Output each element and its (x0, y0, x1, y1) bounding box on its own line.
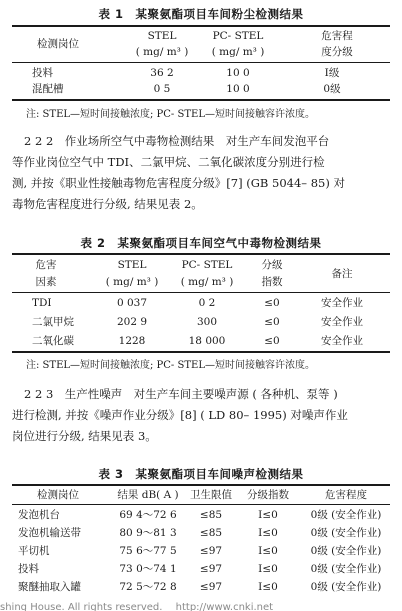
section-223-paragraph (12, 384, 392, 447)
table2-header-pcstel: PC- STEL (181, 259, 233, 271)
paragraph-line: 2 2 3 生产性噪声 对生产车间主要噪声源 ( 各种机、泵等 ) (24, 387, 338, 401)
table3-cell-index: Ⅰ≤0 (258, 509, 278, 521)
paragraph-line: 测, 并按《职业性接触毒物危害程度分级》[7] (GB 5044– 85) 对 (12, 176, 345, 190)
section-222-paragraph (12, 131, 392, 215)
table2-cell-remark: 安全作业 (321, 335, 363, 347)
table3-cell-limit: ≤97 (199, 563, 223, 575)
paragraph-line: 岗位进行分级, 结果见表 3。 (12, 429, 157, 443)
table3-cell-hazard: 0级 (安全作业) (310, 581, 382, 593)
table1-header-post: 检测岗位 (37, 38, 79, 50)
table2-header-index-2: 指数 (261, 276, 283, 288)
table3-header-post: 检测岗位 (37, 489, 79, 501)
table1-cell-grade: 0级 (323, 83, 341, 95)
table2-cell-stel: 1228 (118, 335, 146, 347)
table2-caption: 表 2 某聚氨酯项目车间空气中毒物检测结果 (80, 236, 322, 250)
table3-cell-post: 投料 (18, 563, 39, 575)
table1-cell-post: 混配槽 (32, 83, 64, 95)
table1-header-stel: STEL (147, 30, 177, 42)
table2-cell-remark: 安全作业 (321, 316, 363, 328)
table1-bottom-rule (12, 99, 390, 101)
table3-cell-post: 聚醚抽取入罐 (18, 581, 81, 593)
table3-cell-result: 72 5～72 8 (119, 581, 177, 593)
table2-cell-index: ≤0 (264, 335, 280, 347)
table2-header-factor-2: 因素 (35, 276, 57, 288)
table2-cell-factor: TDI (32, 297, 52, 309)
table1-header-pcstel-unit: ( mg/ m³ ) (211, 46, 265, 58)
table2-cell-remark: 安全作业 (321, 297, 363, 309)
table2-bottom-rule (12, 351, 390, 353)
table3-top-rule (12, 484, 390, 486)
table-row (12, 314, 390, 330)
table3-header-limit: 卫生限值 (190, 489, 232, 501)
table2-header-stel: STEL (117, 259, 147, 271)
table-row (12, 507, 390, 523)
table2-cell-factor: 二氧化碳 (32, 335, 74, 347)
table3-cell-result: 75 6～77 5 (119, 545, 177, 557)
paragraph-line: 2 2 2 作业场所空气中毒物检测结果 对生产车间发泡平台 (24, 134, 330, 148)
table1-top-rule (12, 25, 390, 27)
table3-cell-limit: ≤85 (199, 527, 223, 539)
table-row (12, 561, 390, 577)
table-row (12, 81, 390, 97)
table3-cell-index: Ⅰ≤0 (258, 545, 278, 557)
table-row (12, 579, 390, 595)
table3-cell-result: 80 9～81 3 (119, 527, 177, 539)
table1-cell-pcstel: 10 0 (226, 67, 250, 79)
table3-cell-limit: ≤97 (199, 545, 223, 557)
table2-header-row-2 (12, 274, 390, 290)
paragraph-line: 等作业岗位空气中 TDI、二氯甲烷、二氧化碳浓度分别进行检 (12, 155, 325, 169)
table3-cell-limit: ≤85 (199, 509, 223, 521)
table1-header-row-2 (12, 44, 390, 60)
table3-cell-hazard: 0级 (安全作业) (310, 545, 382, 557)
table2-cell-index: ≤0 (264, 297, 280, 309)
table1-cell-stel: 36 2 (150, 67, 174, 79)
table3-cell-hazard: 0级 (安全作业) (310, 509, 382, 521)
table2-cell-stel: 202 9 (116, 316, 148, 328)
table3-cell-result: 69 4～72 6 (119, 509, 177, 521)
table1-header-grade: 危害程 (321, 30, 353, 42)
table2-top-rule (12, 253, 390, 255)
table3-cell-result: 73 0～74 1 (119, 563, 177, 575)
table3-cell-index: Ⅰ≤0 (258, 563, 278, 575)
table3-header-hazard: 危害程度 (325, 489, 367, 501)
table2-cell-factor: 二氯甲烷 (32, 316, 74, 328)
table2-cell-index: ≤0 (264, 316, 280, 328)
table2-cell-stel: 0 037 (116, 297, 148, 309)
table1-cell-stel: 0 5 (153, 83, 171, 95)
table2-header-factor: 危害 (35, 259, 57, 271)
table1-caption: 表 1 某聚氨酯项目车间粉尘检测结果 (98, 7, 304, 21)
table-row (12, 525, 390, 541)
table3-header-index: 分级指数 (247, 489, 289, 501)
table-row (12, 543, 390, 559)
table1-cell-pcstel: 10 0 (226, 83, 250, 95)
table3-cell-post: 平切机 (18, 545, 50, 557)
table2-header-remark: 备注 (331, 268, 353, 280)
table3-cell-hazard: 0级 (安全作业) (310, 527, 382, 539)
table3-caption: 表 3 某聚氨酯项目车间噪声检测结果 (98, 467, 304, 481)
paragraph-line: 毒物危害程度进行分级, 结果见表 2。 (12, 197, 203, 211)
table2-header-row-1 (12, 257, 390, 280)
table2-cell-pcstel: 300 (196, 316, 218, 328)
table2-cell-pcstel: 0 2 (198, 297, 216, 309)
copyright-watermark: shing House. All rights reserved. http://www.cnki.net (0, 602, 274, 611)
table3-header-rule (12, 504, 390, 505)
table3-cell-post: 发泡机台 (18, 509, 60, 521)
table1-header-grade-2: 度分级 (321, 46, 353, 58)
paragraph-line: 进行检测, 并按《噪声作业分级》[8] ( LD 80– 1995) 对噪声作业 (12, 408, 348, 422)
table3-cell-post: 发泡机输送带 (18, 527, 81, 539)
table1-cell-grade: Ⅰ级 (324, 67, 340, 79)
table-row (12, 333, 390, 349)
table1-header-pcstel: PC- STEL (212, 30, 264, 42)
table3-cell-index: Ⅰ≤0 (258, 581, 278, 593)
table2-header-stel-unit: ( mg/ m³ ) (105, 276, 159, 288)
table1-header-rule (12, 62, 390, 63)
table1-header-stel-unit: ( mg/ m³ ) (135, 46, 189, 58)
table-row (12, 295, 390, 311)
table1-header-row-1 (12, 28, 390, 50)
table3-cell-index: Ⅰ≤0 (258, 527, 278, 539)
table1-note: 注: STEL—短时间接触浓度; PC- STEL—短时间接触容许浓度。 (26, 109, 315, 120)
table2-header-pcstel-unit: ( mg/ m³ ) (180, 276, 234, 288)
table3-cell-limit: ≤97 (199, 581, 223, 593)
table3-header-row (12, 487, 390, 503)
table2-note: 注: STEL—短时间接触浓度; PC- STEL—短时间接触容许浓度。 (26, 360, 315, 371)
table3-cell-hazard: 0级 (安全作业) (310, 563, 382, 575)
table2-header-index: 分级 (261, 259, 283, 271)
table3-header-result: 结果 dB( A ) (117, 489, 179, 501)
table-row (12, 65, 390, 81)
table2-header-rule (12, 292, 390, 293)
table1-cell-post: 投料 (32, 67, 53, 79)
table2-cell-pcstel: 18 000 (188, 335, 226, 347)
